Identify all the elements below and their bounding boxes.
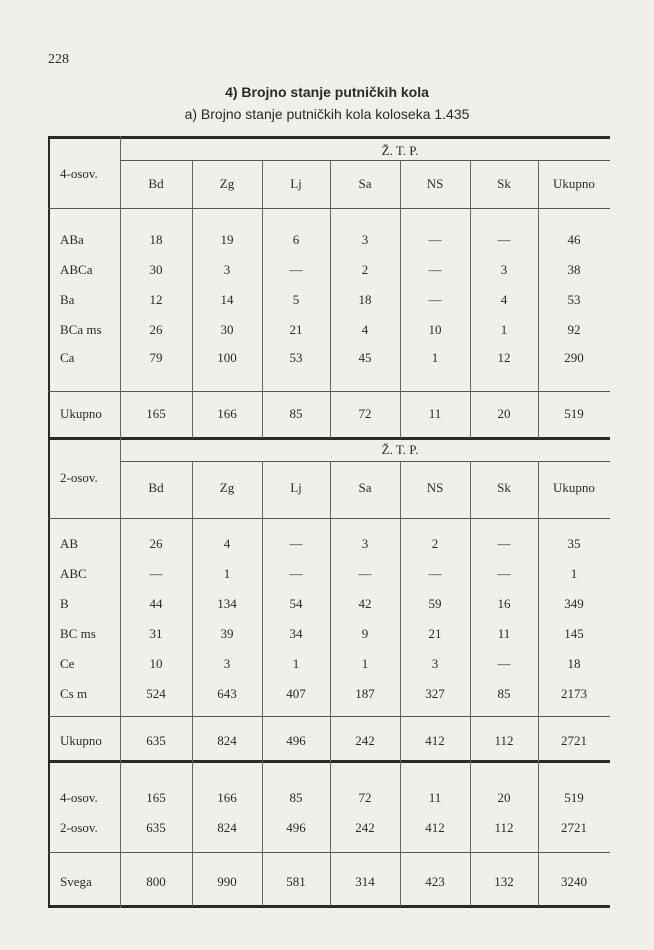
summary-cell: 72 <box>358 790 372 805</box>
summary-cell: 635 <box>146 820 166 835</box>
page-title: 4) Brojno stanje putničkih kola <box>225 84 429 100</box>
table-cell: 30 <box>220 322 234 337</box>
column-header: Bd <box>148 176 164 191</box>
table-cell: 4 <box>500 292 508 307</box>
table-left-border <box>48 136 50 908</box>
row-label: AB <box>60 536 79 551</box>
table-cell: 79 <box>149 350 163 365</box>
column-divider <box>470 461 471 906</box>
page-subtitle: a) Brojno stanje putničkih kola koloseka 1.435 <box>184 106 470 122</box>
table-cell: 14 <box>220 292 234 307</box>
row-label: B <box>60 596 69 611</box>
table-cell: 2173 <box>561 686 587 701</box>
total-label: Ukupno <box>60 733 102 748</box>
table-cell: — <box>289 566 303 581</box>
summary-cell: 2721 <box>561 820 587 835</box>
table-cell: 35 <box>567 536 581 551</box>
table-cell: 18 <box>358 292 372 307</box>
total-label: Ukupno <box>60 406 102 421</box>
column-divider <box>192 461 193 906</box>
group-header: Ž. T. P. <box>381 143 419 158</box>
table-cell: — <box>358 566 372 581</box>
table-cell: 30 <box>149 262 163 277</box>
column-header: Lj <box>290 176 302 191</box>
row-label: ABa <box>60 232 84 247</box>
table-cell: 1 <box>292 656 300 671</box>
table-cell: — <box>497 232 511 247</box>
table-cell: 134 <box>217 596 237 611</box>
table-cell: 53 <box>567 292 581 307</box>
summary-cell: 166 <box>217 790 237 805</box>
summary-cell: 85 <box>289 790 303 805</box>
table-cell: 92 <box>567 322 581 337</box>
row-label: BCa ms <box>60 322 102 337</box>
total-cell: 412 <box>425 733 445 748</box>
table-cell: 5 <box>292 292 300 307</box>
table-cell: 6 <box>292 232 300 247</box>
table-cell: — <box>149 566 163 581</box>
table-rule <box>48 760 610 763</box>
grand-total-cell: 800 <box>146 874 166 889</box>
table-cell: 643 <box>217 686 237 701</box>
table-cell: 3 <box>223 262 231 277</box>
table-rule <box>48 905 610 908</box>
column-header: Ukupno <box>553 480 595 495</box>
table-rule <box>48 437 610 440</box>
table-cell: 16 <box>497 596 511 611</box>
column-divider <box>400 461 401 906</box>
total-cell: 20 <box>497 406 511 421</box>
column-divider <box>262 461 263 906</box>
table-cell: 3 <box>500 262 508 277</box>
table-cell: 53 <box>289 350 303 365</box>
table-cell: — <box>428 232 442 247</box>
table-cell: 100 <box>217 350 237 365</box>
total-cell: 85 <box>289 406 303 421</box>
column-divider <box>538 461 539 906</box>
table-cell: 3 <box>223 656 231 671</box>
column-header: Sk <box>497 480 511 495</box>
total-cell: 2721 <box>561 733 587 748</box>
summary-cell: 824 <box>217 820 237 835</box>
table-cell: 327 <box>425 686 445 701</box>
total-cell: 519 <box>564 406 584 421</box>
table-cell: — <box>428 566 442 581</box>
column-header: Sa <box>358 480 372 495</box>
table-rule <box>48 852 610 853</box>
table-cell: — <box>497 656 511 671</box>
table-cell: 26 <box>149 322 163 337</box>
table-cell: 11 <box>497 626 511 641</box>
group-header: Ž. T. P. <box>381 442 419 457</box>
table-cell: — <box>497 566 511 581</box>
total-cell: 165 <box>146 406 166 421</box>
row-label: ABC <box>60 566 87 581</box>
table-cell: 19 <box>220 232 234 247</box>
table-rule <box>48 716 610 717</box>
total-cell: 112 <box>494 733 514 748</box>
row-label: Ba <box>60 292 75 307</box>
total-cell: 824 <box>217 733 237 748</box>
table-cell: 18 <box>149 232 163 247</box>
table-cell: 4 <box>361 322 369 337</box>
table-cell: 12 <box>149 292 163 307</box>
table-cell: 31 <box>149 626 163 641</box>
column-header: Lj <box>290 480 302 495</box>
summary-cell: 112 <box>494 820 514 835</box>
table-cell: 1 <box>570 566 578 581</box>
table-cell: 1 <box>500 322 508 337</box>
column-header: Bd <box>148 480 164 495</box>
table-rule <box>48 208 610 209</box>
table-cell: 21 <box>428 626 442 641</box>
grand-total-label: Svega <box>60 874 92 889</box>
table-cell: 1 <box>431 350 439 365</box>
data-table <box>48 136 610 908</box>
table-cell: 187 <box>355 686 375 701</box>
total-cell: 11 <box>428 406 442 421</box>
table-cell: 18 <box>567 656 581 671</box>
summary-label: 2-osov. <box>60 820 98 835</box>
table-cell: 45 <box>358 350 372 365</box>
table-cell: — <box>497 536 511 551</box>
table-rule <box>120 160 610 161</box>
table-cell: 407 <box>286 686 306 701</box>
total-cell: 166 <box>217 406 237 421</box>
table-cell: 145 <box>564 626 584 641</box>
table-cell: 10 <box>149 656 163 671</box>
column-header: Zg <box>219 480 235 495</box>
total-cell: 496 <box>286 733 306 748</box>
section-label: 2-osov. <box>60 470 98 485</box>
grand-total-cell: 423 <box>425 874 445 889</box>
grand-total-cell: 132 <box>494 874 514 889</box>
grand-total-cell: 314 <box>355 874 375 889</box>
column-header: NS <box>426 480 444 495</box>
table-cell: 85 <box>497 686 511 701</box>
summary-label: 4-osov. <box>60 790 98 805</box>
table-cell: 26 <box>149 536 163 551</box>
column-header: Sa <box>358 176 372 191</box>
table-cell: 524 <box>146 686 166 701</box>
column-header: NS <box>426 176 444 191</box>
summary-cell: 242 <box>355 820 375 835</box>
column-header: Zg <box>219 176 235 191</box>
table-cell: 34 <box>289 626 303 641</box>
grand-total-cell: 581 <box>286 874 306 889</box>
summary-cell: 412 <box>425 820 445 835</box>
table-cell: 54 <box>289 596 303 611</box>
table-cell: 59 <box>428 596 442 611</box>
table-rule <box>48 391 610 392</box>
table-cell: 38 <box>567 262 581 277</box>
table-cell: 349 <box>564 596 584 611</box>
table-cell: — <box>428 262 442 277</box>
summary-cell: 20 <box>497 790 511 805</box>
table-cell: 21 <box>289 322 303 337</box>
row-label: Ca <box>60 350 75 365</box>
summary-cell: 11 <box>428 790 442 805</box>
table-cell: 2 <box>431 536 439 551</box>
table-cell: 3 <box>361 536 369 551</box>
summary-cell: 165 <box>146 790 166 805</box>
table-cell: 44 <box>149 596 163 611</box>
table-cell: 42 <box>358 596 372 611</box>
table-cell: — <box>289 536 303 551</box>
table-cell: 3 <box>431 656 439 671</box>
table-rule <box>48 136 610 139</box>
table-rule <box>120 461 610 462</box>
summary-cell: 519 <box>564 790 584 805</box>
total-cell: 635 <box>146 733 166 748</box>
table-cell: — <box>428 292 442 307</box>
grand-total-cell: 3240 <box>561 874 587 889</box>
table-cell: 10 <box>428 322 442 337</box>
table-cell: 9 <box>361 626 369 641</box>
summary-cell: 496 <box>286 820 306 835</box>
table-cell: 46 <box>567 232 581 247</box>
page-number: 228 <box>48 52 69 67</box>
column-header: Ukupno <box>553 176 595 191</box>
total-cell: 242 <box>355 733 375 748</box>
section-label: 4-osov. <box>60 166 98 181</box>
table-cell: 1 <box>361 656 369 671</box>
row-label: BC ms <box>60 626 96 641</box>
table-cell: 4 <box>223 536 231 551</box>
row-label: Cs m <box>60 686 88 701</box>
column-header: Sk <box>497 176 511 191</box>
table-cell: 2 <box>361 262 369 277</box>
table-rule <box>48 518 610 519</box>
row-label: ABCa <box>60 262 93 277</box>
table-cell: 39 <box>220 626 234 641</box>
column-divider <box>330 461 331 906</box>
row-label: Ce <box>60 656 75 671</box>
table-cell: 3 <box>361 232 369 247</box>
grand-total-cell: 990 <box>217 874 237 889</box>
total-cell: 72 <box>358 406 372 421</box>
table-cell: — <box>289 262 303 277</box>
table-cell: 1 <box>223 566 231 581</box>
table-cell: 290 <box>564 350 584 365</box>
table-cell: 12 <box>497 350 511 365</box>
